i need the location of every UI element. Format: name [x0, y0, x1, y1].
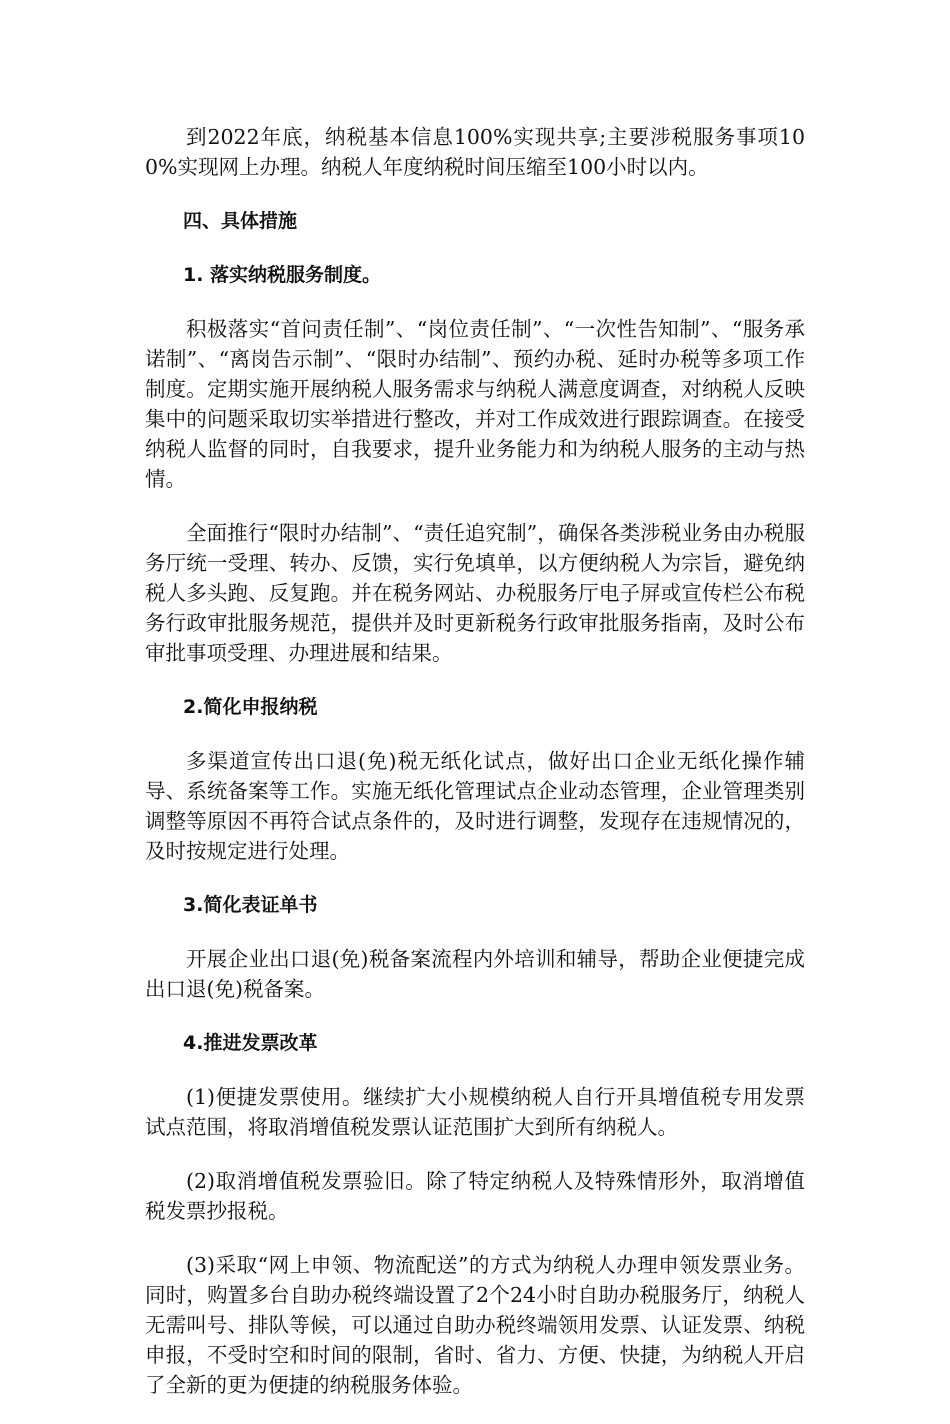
subheading-tax-service-system: 1. 落实纳税服务制度。: [183, 264, 382, 286]
section-heading-measures: 四、具体措施: [183, 210, 298, 232]
paragraph-invoice-3: (3)采取“网上申领、物流配送”的方式为纳税人办理申领发票业务。同时，购置多台自助办税终端设置了2个24小时自助办税服务厅，纳税人无需叫号、排队等候，可以通过自助办税终端领用发票、认证发票、纳税申报，不受时空和时间的限制，省时、省力、方便、快捷，为纳税人开启了全新的更为便捷的纳税服务体验。: [145, 1253, 805, 1397]
paragraph-service-system: 积极落实“首问责任制”、“岗位责任制”、“一次性告知制”、“服务承诺制”、“离岗告示制”、“限时办结制”、预约办税、延时办税等多项工作制度。定期实施开展纳税人服务需求与纳税人满意度调查，对纳税人反映集中的问题采取切实举措进行整改，并对工作成效进行跟踪调查。在接受纳税人监督的同时，自我要求，提升业务能力和为纳税人服务的主动与热情。: [145, 317, 805, 491]
paragraph-paperless: 多渠道宣传出口退(免)税无纸化试点，做好出口企业无纸化操作辅导、系统备案等工作。实施无纸化管理试点企业动态管理，企业管理类别调整等原因不再符合试点条件的，及时进行调整，发现存在违规情况的，及时按规定进行处理。: [145, 749, 805, 863]
document-body: [145, 122, 805, 1424]
subheading-simplify-forms: 3.简化表证单书: [183, 894, 318, 916]
paragraph-target-2022: 到2022年底，纳税基本信息100%实现共享;主要涉税服务事项100%实现网上办理。纳税人年度纳税时间压缩至100小时以内。: [145, 125, 805, 179]
subheading-invoice-reform: 4.推进发票改革: [183, 1032, 318, 1054]
paragraph-invoice-2: (2)取消增值税发票验旧。除了特定纳税人及特殊情形外，取消增值税发票抄报税。: [145, 1169, 805, 1223]
paragraph-filing: 开展企业出口退(免)税备案流程内外培训和辅导，帮助企业便捷完成出口退(免)税备案。: [145, 947, 805, 1001]
paragraph-time-limit: 全面推行“限时办结制”、“责任追究制”，确保各类涉税业务由办税服务厅统一受理、转办、反馈，实行免填单，以方便纳税人为宗旨，避免纳税人多头跑、反复跑。并在税务网站、办税服务厅电子屏或宣传栏公布税务行政审批服务规范，提供并及时更新税务行政审批服务指南，及时公布审批事项受理、办理进展和结果。: [145, 521, 805, 665]
paragraph-invoice-1: (1)便捷发票使用。继续扩大小规模纳税人自行开具增值税专用发票试点范围，将取消增值税发票认证范围扩大到所有纳税人。: [145, 1085, 805, 1139]
subheading-simplify-declaration: 2.简化申报纳税: [183, 696, 318, 718]
